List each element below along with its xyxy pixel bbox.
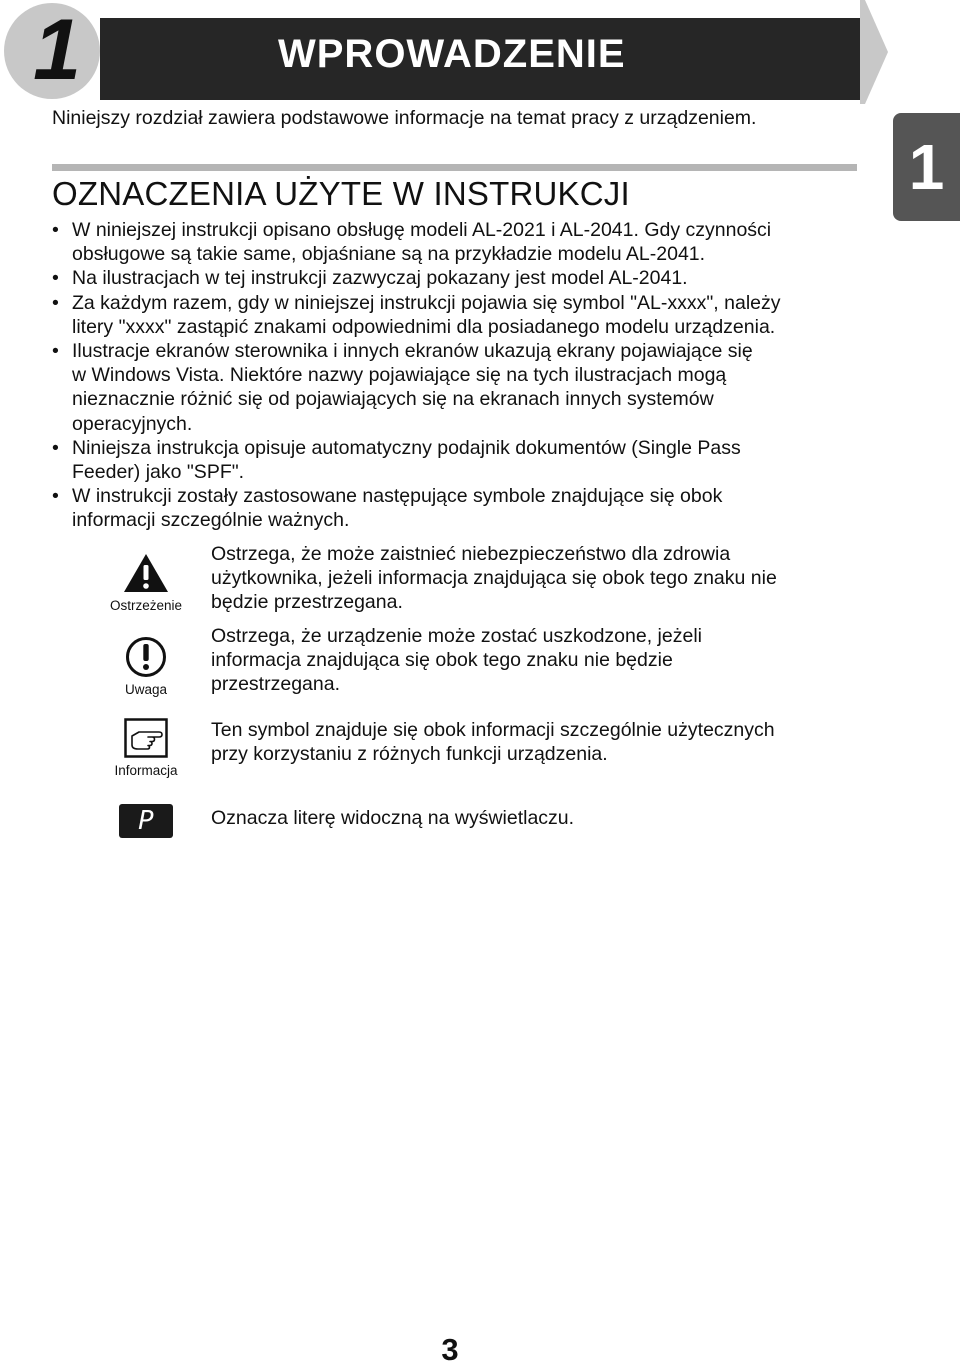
side-tab-number: 1 [908,131,945,203]
bullet-line: W niniejszej instrukcji opisano obsługę modeli AL-2021 i AL-2041. Gdy czynności [72,219,772,241]
description-line: będzie przestrzegana. [211,591,403,614]
bullet-line: Na ilustracjach w tej instrukcji zazwyczaj pokazany jest model AL-2041. [72,267,688,290]
list-item [52,436,872,484]
bullet-line: litery "xxxx" zastąpić znakami odpowiednimi dla posiadanego modelu urządzenia. [72,315,776,338]
bullet-line: Za każdym razem, gdy w niniejszej instrukcji pojawia się symbol "AL-xxxx", należy [72,291,781,314]
symbol-row-warning [100,542,860,622]
bullet-line: W instrukcji zostały zastosowane następujące symbole znajdujące się obok [72,485,723,508]
section-title: OZNACZENIA UŻYTE W INSTRUKCJI [52,175,630,212]
bullet-icon: • [52,340,59,363]
pointing-hand-icon [124,718,168,758]
symbol-row-information [100,718,860,784]
bullet-line: w Windows Vista. Niektóre nazwy pojawiające się na tych ilustracjach mogą [72,364,727,387]
chapter-title: WPROWADZENIE [278,32,626,76]
list-item [52,266,872,290]
symbol-label: Informacja [114,763,178,778]
symbol-label: Ostrzeżenie [109,598,183,613]
description-line: Ostrzega, że urządzenie może zostać uszkodzone, jeżeli [211,625,702,647]
intro-text: Niniejszy rozdział zawiera podstawowe informacje na temat pracy z urządzeniem. [52,107,757,129]
symbol-description [211,718,861,766]
bullet-line: operacyjnych. [72,412,193,435]
description-line: użytkownika, jeżeli informacja znajdująca się obok tego znaku nie [211,567,777,590]
bullet-icon: • [52,291,59,314]
description-line: Oznacza literę widoczną na wyświetlaczu. [211,807,575,829]
bullet-line: Feeder) jako "SPF". [72,461,245,484]
symbol-description [211,624,861,697]
bullet-icon: • [52,219,59,241]
page-number: 3 [441,1332,459,1367]
bullet-line: informacji szczególnie ważnych. [72,509,350,532]
symbol-description [211,806,861,830]
chapter-number: 1 [33,2,81,98]
bullet-icon: • [52,267,59,290]
list-item [52,484,872,532]
description-line: Ostrzega, że może zaistnieć niebezpieczeństwo dla zdrowia [211,543,731,565]
exclamation-circle-icon [125,636,167,678]
list-item [52,291,872,339]
list-item [52,339,872,436]
bullet-list [52,218,872,533]
bullet-line: nieznacznie różnić się od pojawiających się na ekranach innych systemów [72,388,714,411]
symbol-row-caution [100,624,860,704]
title-arrow-icon [860,0,890,104]
display-letter-icon: P [119,804,173,838]
chapter-header [0,0,960,105]
bullet-icon: • [52,485,59,508]
warning-triangle-icon [122,552,170,594]
symbol-label: Uwaga [124,682,168,697]
bullet-line: Niniejsza instrukcja opisuje automatyczny podajnik dokumentów (Single Pass [72,436,741,459]
section-divider [52,164,857,171]
symbol-row-display [100,802,860,842]
description-line: przestrzegana. [211,673,340,696]
bullet-line: Ilustracje ekranów sterownika i innych ekranów ukazują ekrany pojawiające się [72,340,753,363]
bullet-icon: • [52,436,59,459]
symbol-icon-block [100,718,192,779]
description-line: przy korzystaniu z różnych funkcji urządzenia. [211,743,608,766]
description-line: informacja znajdująca się obok tego znaku nie będzie [211,649,673,672]
bullet-line: obsługowe są takie same, objaśniane są na przykładzie modelu AL-2041. [72,243,706,266]
symbol-icon-block [100,636,192,698]
symbol-description [211,542,861,615]
chapter-side-tab [893,113,960,221]
symbol-icon-block [100,552,192,614]
description-line: Ten symbol znajduje się obok informacji szczególnie użytecznych [211,719,775,741]
list-item [52,218,872,266]
